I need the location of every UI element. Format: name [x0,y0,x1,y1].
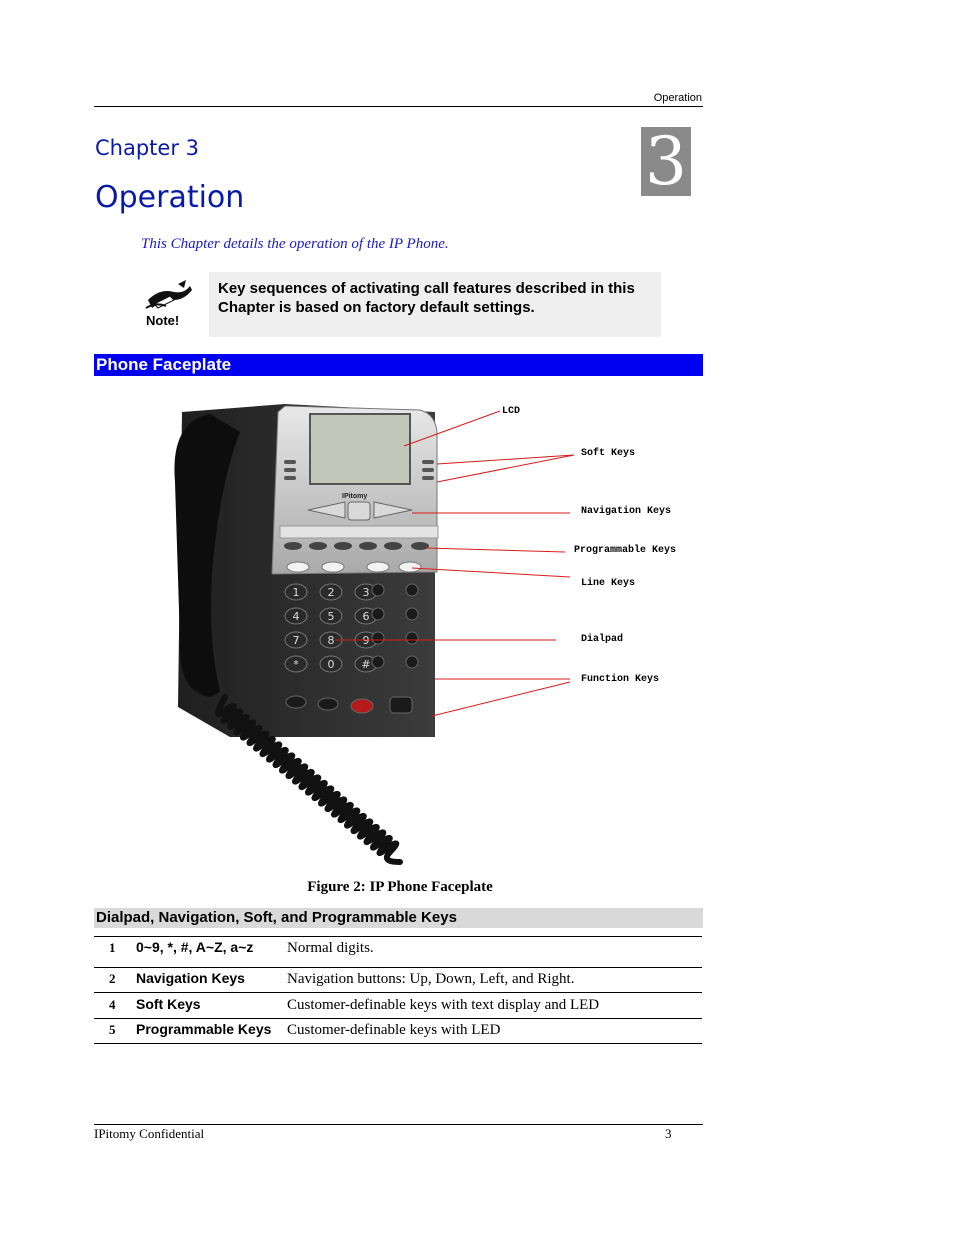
callout-dialpad: Dialpad [581,634,624,645]
table-cell-desc: Normal digits. [287,940,374,956]
header-rule [94,106,703,107]
table-cell-num: 4 [109,997,116,1012]
dialpad-key-label: 0 [327,658,335,671]
callout-lcd: LCD [502,406,521,417]
dialpad-key-label: 5 [327,610,335,623]
table-rule [94,936,702,937]
phone-brand: IPitomy [342,493,368,500]
table-cell-desc: Navigation buttons: Up, Down, Left, and Right. [287,971,575,987]
footer-confidential: IPitomy Confidential [94,1126,205,1141]
table-cell-desc: Customer-definable keys with LED [287,1022,501,1038]
table-cell-key: Soft Keys [136,996,201,1012]
table-cell-key: 0~9, *, #, A~Z, a~z [136,939,254,955]
table-cell-num: 5 [109,1022,116,1037]
chapter-title: Operation [95,180,245,215]
dialpad-key-label: 3 [362,586,370,599]
figure-caption: Figure 2: IP Phone Faceplate [307,879,493,895]
phone-lcd [310,414,410,484]
table-cell-num: 2 [109,971,116,986]
footer-rule [94,1124,703,1125]
dialpad-key-label: 6 [362,610,370,623]
running-header: Operation [653,92,702,104]
ip-phone-figure [150,392,710,872]
table-rule [94,967,702,968]
dialpad-key-label: 9 [362,634,370,647]
dialpad-key-label: 8 [327,634,335,647]
table-cell-desc: Customer-definable keys with text display and LED [287,997,600,1013]
chapter-intro: This Chapter details the operation of the IP Phone. [141,236,449,252]
callout-soft-keys: Soft Keys [581,448,636,459]
table-cell-key: Programmable Keys [136,1021,272,1037]
dialpad-key-label: 7 [292,634,300,647]
table-rule [94,1018,702,1019]
callout-function-keys: Function Keys [581,674,660,685]
table-cell-num: 1 [109,940,116,955]
table-title: Dialpad, Navigation, Soft, and Programmable Keys [96,909,457,926]
dialpad-key-label: 4 [292,610,300,623]
section-title: Phone Faceplate [96,355,232,374]
dialpad-key-label: * [293,658,299,671]
chapter-label: Chapter 3 [95,136,199,160]
phone-label-strip [280,526,438,538]
dialpad-key-label: 1 [292,586,300,599]
table-rule [94,992,702,993]
callout-programmable-keys: Programmable Keys [574,545,677,556]
table-cell-key: Navigation Keys [136,970,245,986]
table-rule [94,1043,702,1044]
note-label: Note! [146,313,180,328]
dialpad-key-label: # [361,658,371,671]
callout-line-keys: Line Keys [581,578,636,589]
callout-navigation-keys: Navigation Keys [581,506,672,517]
chapter-number-badge: 3 [641,127,691,196]
page-number: 3 [665,1126,672,1141]
note-text: Key sequences of activating call features described in this Chapter is based on factory default settings. [218,280,635,316]
dialpad-key-label: 2 [327,586,335,599]
